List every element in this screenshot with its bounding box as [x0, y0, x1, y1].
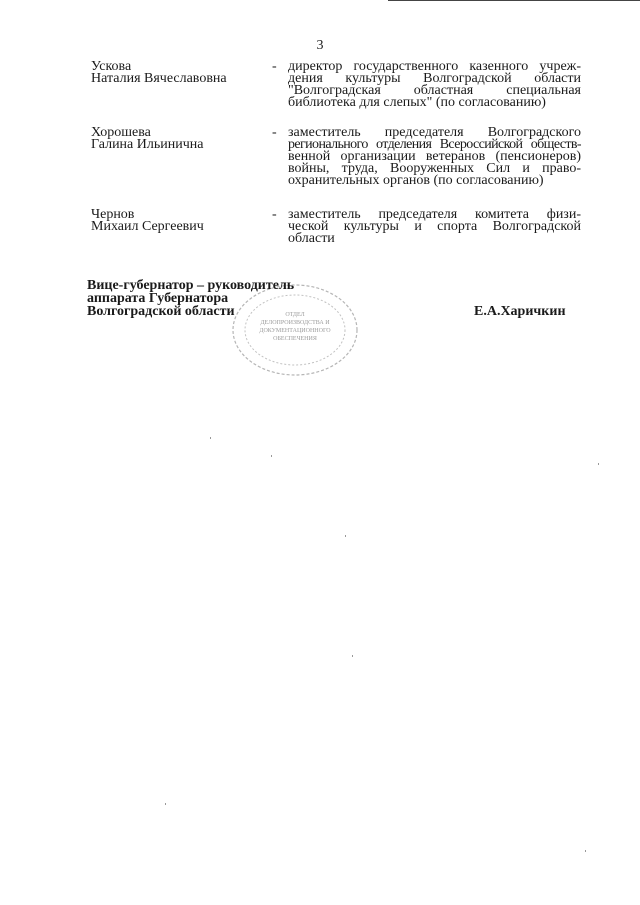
stamp-line: ДЕЛОПРОИЗВОДСТВА И: [260, 320, 330, 326]
member-name: Ускова Наталия Вячеславовна: [91, 59, 227, 86]
member-name: Хорошева Галина Ильинична: [91, 125, 204, 152]
scan-speck: [585, 850, 586, 852]
member-dash: -: [272, 59, 277, 74]
stamp-line: ОТДЕЛ: [285, 312, 305, 318]
member-dash: -: [272, 125, 277, 140]
signer-name: Е.А.Харичкин: [474, 304, 566, 319]
scan-speck: [345, 535, 346, 537]
top-edge-line: [388, 0, 640, 1]
signer-title: Вице-губернатор – руководитель аппарата Губернатора Волгоградской области: [87, 278, 295, 319]
scan-speck: [271, 455, 272, 457]
page-number: 3: [316, 38, 324, 53]
stamp-line: ДОКУМЕНТАЦИОННОГО: [259, 328, 331, 334]
scan-speck: [352, 655, 353, 657]
stamp-line: ОБЕСПЕЧЕНИЯ: [273, 336, 317, 342]
member-description: заместитель председателя Волгоградского регионального отделения Всероссийской обществ- венной организации ветеранов (пенсионеров) войны, труда, Вооруженных Сил и право- охранительных органов (по согласованию): [288, 125, 581, 188]
scan-speck: [598, 463, 599, 465]
scan-speck: [165, 803, 166, 805]
member-dash: -: [272, 207, 277, 222]
member-description: заместитель председателя комитета физи- ческой культуры и спорта Волгоградской области: [288, 207, 581, 246]
scan-speck: [210, 437, 211, 439]
member-name: Чернов Михаил Сергеевич: [91, 207, 204, 234]
member-description: директор государственного казенного учреж- дения культуры Волгоградской области "Волгоградская областная специальная библиотека для слепых" (по согласованию): [288, 59, 581, 110]
